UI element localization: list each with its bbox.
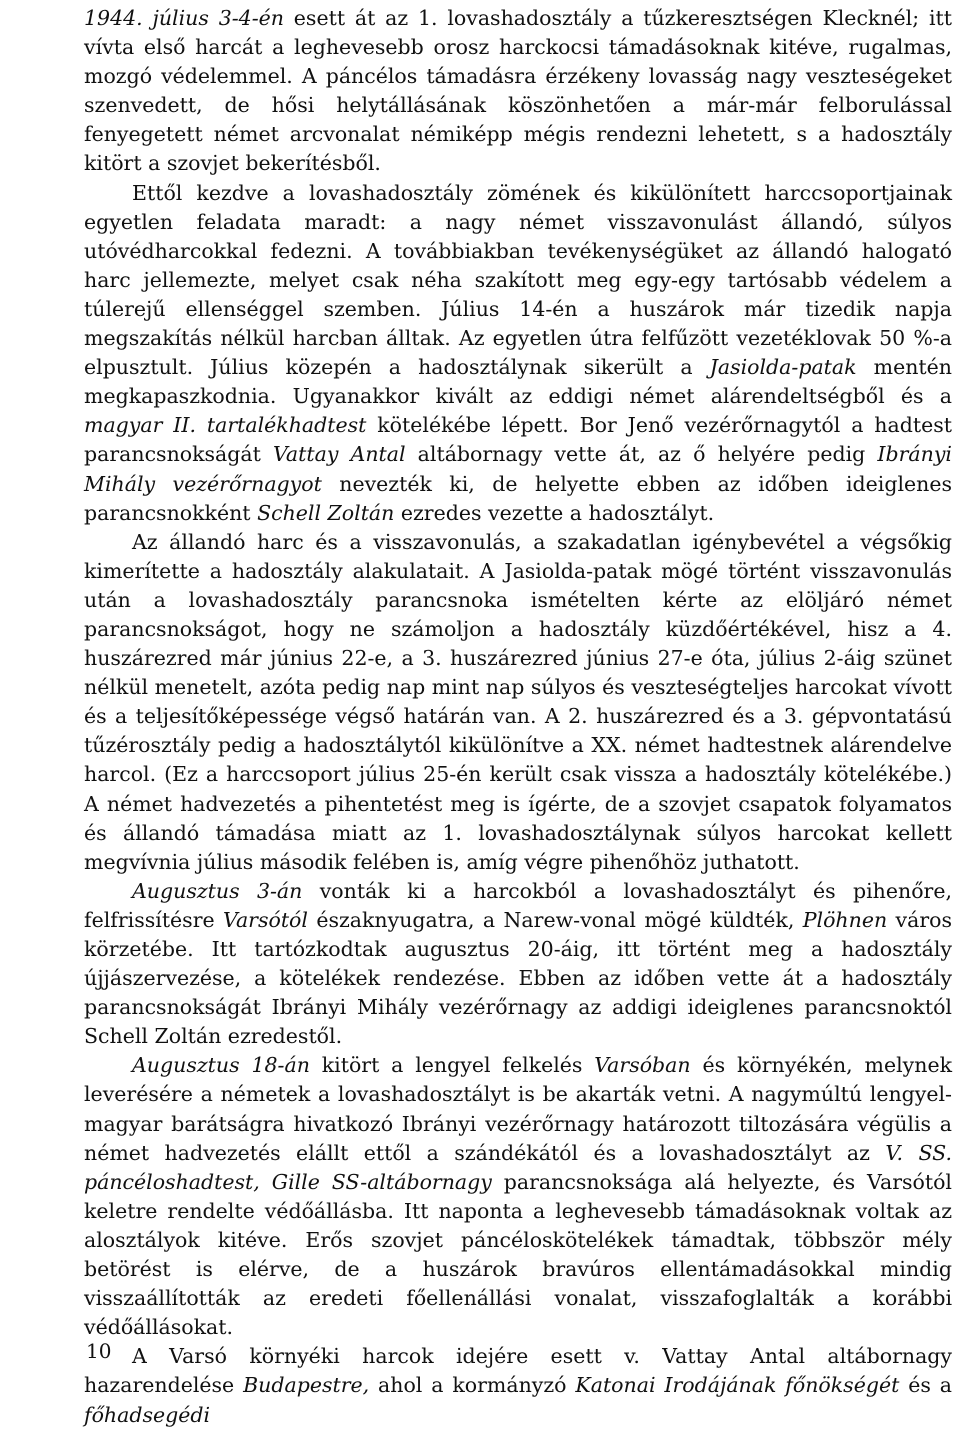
text-run: kitört a lengyel felkelés	[309, 1053, 595, 1078]
text-run: mentén megkapaszkodnia. Ugyanakkor kivált az eddigi német alárendeltségből és a	[84, 355, 952, 409]
text-run: északnyugatra, a Narew-vonal mögé küldték,	[307, 907, 803, 932]
text-run: Ettől kezdve a lovashadosztály zömének és kikülönített harccsoportjainak egyetlen feladata maradt: a nagy német visszavonulást állandó, súlyos utóvédharcokkal fedezni. A továbbiakban tevékenységüket az állandó halogató harc jellemezte, melyet csak néha szakított meg egy-egy tartósabb védelem a túlerejű ellenséggel szemben. Július 14-én a huszárok már tizedik napja megszakítás nélkül harcban álltak. Az egyetlen útra felfűzött vezetéklovak 50 %-a elpusztult. Július közepén a hadosztálynak sikerült a	[84, 180, 952, 380]
text-run: ezredes vezette a hadosztályt.	[394, 500, 715, 525]
text-run: és környékén, melynek leverésére a németek a lovashadosztályt is be akarták vetni. A nagymúltú lengyel-magyar barátságra hivatkozó Ibrányi vezérőrnagy határozott tiltozására végülis a német hadvezetés elállt ettől a szándékától és a lovashadosztályt az	[84, 1053, 952, 1165]
paragraph	[84, 528, 952, 877]
italic-run: Schell Zoltán	[257, 500, 395, 525]
italic-run: 1944. július 3-4-én	[84, 6, 284, 30]
text-run: ahol a kormányzó	[369, 1373, 576, 1398]
italic-run: Plöhnen	[802, 907, 888, 932]
paragraph	[84, 4, 952, 179]
italic-run: Varsótól	[223, 907, 308, 932]
italic-run: Katonai Irodájának főnökségét	[575, 1373, 900, 1398]
paragraph	[84, 179, 952, 528]
italic-run: főhadsegédi	[84, 1402, 211, 1427]
italic-run: Augusztus 18-án	[132, 1053, 310, 1078]
text-run: A Varsó környéki harcok idejére esett v. Vattay Antal altábornagy hazarendelése	[84, 1344, 952, 1398]
body-text	[84, 4, 952, 1430]
italic-run: Augusztus 3-án	[132, 878, 303, 903]
text-run: és a	[899, 1373, 952, 1398]
text-run: esett át az 1. lovashadosztály a tűzkeresztségen Klecknél; itt vívta első harcát a leghevesebb orosz harckocsi támadásoknak kitéve, rugalmas, mozgó védelemmel. A páncélos támadásra érzékeny lovasság nagy veszteségeket szenvedett, de hősi helytállásának köszönhetően a már-már felborulással fenyegetett német arcvonalat némiképp mégis rendezni lehetett, s a hadosztály kitört a szovjet bekerítésből.	[84, 6, 952, 176]
italic-run: Varsóban	[594, 1053, 691, 1078]
paragraph	[84, 877, 952, 1052]
page-number: 10	[86, 1339, 112, 1363]
italic-run: Budapestre,	[243, 1373, 370, 1398]
text-run: nevezték ki, de helyette ebben az időben ideiglenes parancsnokként	[84, 471, 953, 525]
text-run: altábornagy vette át, az ő helyére pedig	[405, 442, 878, 467]
italic-run: Ibrányi Mihály vezérőrnagyot	[84, 442, 952, 496]
italic-run: Jasiolda-patak	[709, 355, 857, 380]
text-run: város körzetébe. Itt tartózkodtak augusztus 20-áig, itt történt meg a hadosztály újjászervezése, a kötelékek rendezése. Ebben az időben vette át a hadosztály parancsnokságát Ibrányi Mihály vezérőrnagy az addigi ideiglenes parancsnoktól Schell Zoltán ezredestől.	[84, 907, 953, 1049]
italic-run: Vattay Antal	[272, 442, 406, 467]
text-run: kötelékébe lépett. Bor Jenő vezérőrnagytól a hadtest parancsnokságát	[84, 413, 952, 467]
text-run: Az állandó harc és a visszavonulás, a szakadatlan igénybevétel a végsőkig kimerítette a hadosztály alakulatait. A Jasiolda-patak mögé történt visszavonulás után a lovashadosztály parancsnoka ismételten kérte az elöljáró német parancsnokságot, hogy ne számoljon a hadosztály küzdőértékével, hisz a 4. huszárezred már június 22-e, a 3. huszárezred június 27-e óta, július 2-áig szünet nélkül menetelt, azóta pedig nap mint nap súlyos és veszteségteljes harcokat vívott és a teljesítőképessége végső határán van. A 2. huszárezred és a 3. gépvontatású tűzérosztály pedig a hadosztálytól kikülönítve a XX. német hadtestnek alárendelve harcol. (Ez a harccsoport július 25-én került csak vissza a hadosztály kötelékébe.) A német hadvezetés a pihentetést meg is ígérte, de a szovjet csapatok folyamatos és állandó támadása miatt az 1. lovashadosztálynak súlyos harcokat kellett megvívnia július második felében is, amíg végre pihenőhöz juthatott.	[84, 529, 952, 874]
paragraph	[84, 1342, 952, 1429]
paragraph	[84, 1051, 952, 1342]
italic-run: magyar II. tartalékhadtest	[84, 413, 367, 438]
text-run: vonták ki a harcokból a lovashadosztályt és pihenőre, felfrissítésre	[84, 878, 952, 932]
text-run: parancsnoksága alá helyezte, és Varsótól keletre rendelte védőállásba. Itt naponta a leghevesebb támadásoknak voltak az alosztályok kitéve. Erős szovjet páncéloskötelékek támadtak, többször mély betörést is elérve, de a huszárok bravúros ellentámadásokkal mindig visszaállították az eredeti főellenállási vonalat, visszafoglalták a korábbi védőállásokat.	[84, 1169, 952, 1340]
italic-run: V. SS. páncéloshadtest, Gille SS-altábornagy	[84, 1140, 952, 1194]
